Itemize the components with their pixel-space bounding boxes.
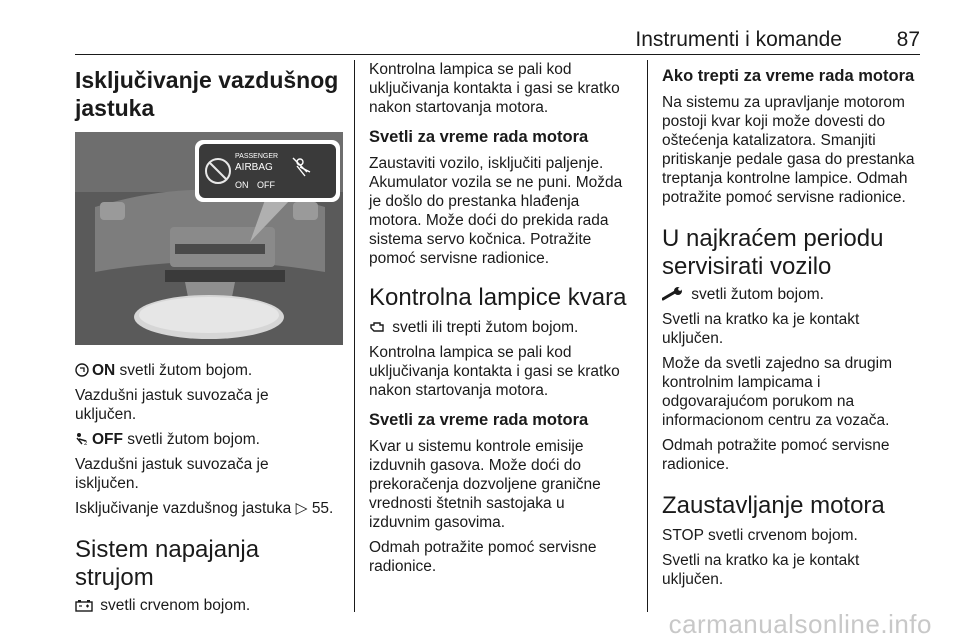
page-ref-arrow-icon: ▷ — [295, 500, 308, 517]
heading-airbag-off: Isključivanje vazdušnog jastuka — [75, 67, 339, 121]
column-1 — [75, 60, 343, 621]
heading-power-system: Sistem napajanja strujom — [75, 536, 260, 591]
off-line — [75, 430, 343, 449]
column-divider-2 — [647, 60, 648, 612]
paragraph-brief-light: Svetli na kratko ka je kontakt uključen. — [662, 311, 860, 347]
power-text: svetli crvenom bojom. — [96, 597, 251, 614]
fault-line — [369, 318, 637, 337]
watermark: carmanualsonline.info — [668, 609, 932, 639]
power-line — [75, 596, 343, 615]
reference-text: Isključivanje vazdušnog jastuka — [75, 500, 296, 517]
header-title: Instrumenti i komande — [635, 28, 842, 51]
on-label: ON — [92, 362, 116, 379]
paragraph-power-lamp: Kontrolna lampica se pali kod uključivanja kontakta i gasi se kratko nakon startovanja motora. — [369, 61, 620, 116]
airbag-on-icon — [75, 363, 89, 377]
paragraph-emission-fault: Kvar u sistemu kontrole emisije izduvnih gasova. Može doći do prekoračenja dozvoljene granične vrednosti štetnih sastojaka u izduvnim gasovima. — [369, 438, 601, 531]
panel-off-label: OFF — [257, 180, 275, 190]
panel-text-line2: AIRBAG — [235, 162, 273, 173]
heading-while-running-1: Svetli za vreme rada motora — [369, 128, 589, 146]
paragraph-airbag-off: Vazdušni jastuk suvozača je isključen. — [75, 456, 269, 492]
service-text: svetli žutom bojom. — [687, 286, 824, 303]
heading-while-running-2: Svetli za vreme rada motora — [369, 411, 589, 429]
paragraph-with-other-lamps: Može da svetli zajedno sa drugim kontrolnim lampicama i odgovarajućom porukom na informacionom centru za vozača. — [662, 355, 893, 429]
engine-check-icon — [369, 320, 385, 334]
panel-on-label: ON — [235, 180, 249, 190]
paragraph-stop-vehicle: Zaustaviti vozilo, isključiti paljenje. Akumulator vozila se ne puni. Možda je došlo do prestanka hlađenja motora. Može doći do prekida rada sistema servo kočnica. Potražite pomoć servisne radionice. — [369, 155, 623, 267]
paragraph-airbag-on: Vazdušni jastuk suvozača je uključen. — [75, 387, 269, 423]
service-line — [662, 285, 924, 304]
column-divider-1 — [354, 60, 355, 612]
airbag-off-icon — [75, 432, 89, 446]
off-text: svetli žutom bojom. — [123, 431, 260, 448]
paragraph-seek-service-1: Odmah potražite pomoć servisne radionice. — [369, 539, 597, 575]
on-text: svetli žutom bojom. — [115, 362, 253, 379]
paragraph-fault-lamp: Kontrolna lampica se pali kod uključivanja kontakta i gasi se kratko nakon startovanja motora. — [369, 344, 620, 399]
svg-text:2: 2 — [84, 441, 88, 446]
heading-flashing: Ako trepti za vreme rada motora — [662, 67, 915, 85]
off-label: OFF — [92, 431, 123, 448]
column-2 — [369, 60, 637, 582]
header-rule — [75, 54, 920, 55]
wrench-icon — [662, 287, 684, 301]
reference-page[interactable]: 55. — [311, 500, 334, 517]
paragraph-catalyst: Na sistemu za upravljanje motorom postoji kvar koji može dovesti do oštećenja katalizatora. Smanjiti pritiskanje pedale gasa do prestanka treptanja kontrolne lampice. Odmah potražite pomoć servisne radionice. — [662, 94, 915, 206]
paragraph-brief-light-2: Svetli na kratko ka je kontakt uključen. — [662, 552, 860, 588]
column-3 — [662, 60, 924, 595]
panel-text-line1: PASSENGER — [235, 153, 279, 160]
airbag-reference — [75, 499, 343, 518]
heading-stop-engine: Zaustavljanje motora — [662, 492, 885, 519]
airbag-panel-figure — [75, 132, 343, 345]
heading-service-soon: U najkraćem periodu servisirati vozilo — [662, 225, 884, 280]
paragraph-seek-service-2: Odmah potražite pomoć servisne radionice. — [662, 437, 890, 473]
fault-text: svetli ili trepti žutom bojom. — [388, 319, 579, 336]
paragraph-stop-lamp: STOP svetli crvenom bojom. — [662, 527, 858, 544]
heading-fault-lamp: Kontrolna lampice kvara — [369, 284, 627, 311]
page-header — [75, 28, 920, 54]
page-number: 87 — [896, 28, 920, 51]
on-line — [75, 361, 343, 380]
battery-icon — [75, 599, 93, 612]
